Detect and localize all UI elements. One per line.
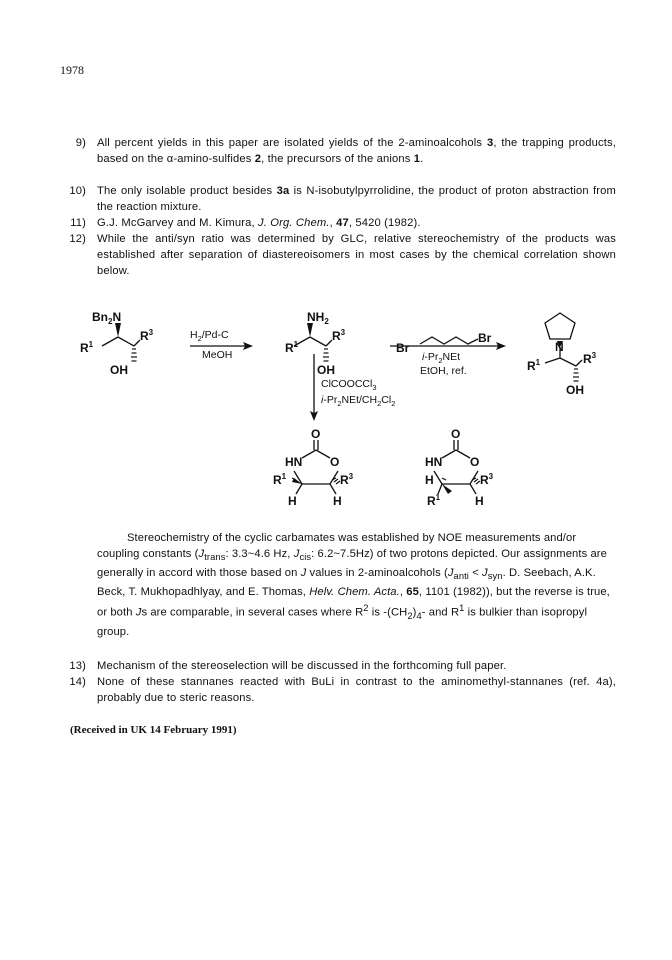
footnote-text: All percent yields in this paper are isolated yields of the 2-aminoalcohols 3, the trapping products, based on the α-amino-sulfides 2, the precursors of the anions 1.	[97, 137, 616, 165]
c1-carbonyl-o-label: O	[311, 427, 321, 441]
footnote-13	[56, 658, 616, 674]
p2-n-label: N	[555, 340, 564, 354]
page-number: 1978	[60, 63, 84, 77]
footnote-number: 10)	[69, 185, 86, 197]
reagent-etoh-reflux: EtOH, ref.	[420, 365, 467, 377]
footnote-text: None of these stannanes reacted with BuLi in contrast to the aminomethyl-stannanes (ref. 4a), probably due to steric reasons.	[97, 676, 616, 704]
footnote-14	[56, 674, 616, 706]
p1-r1-label: $R^1$	[285, 340, 299, 355]
footnote-number: 13)	[69, 660, 86, 672]
sm-r1-label: $R^1$	[80, 340, 94, 355]
c2-h-label: H	[425, 473, 434, 487]
c2-hn-label: HN	[425, 455, 443, 469]
reagent-meoh: MeOH	[202, 349, 233, 361]
footnote-text: The only isolable product besides 3a is N-isobutylpyrrolidine, the product of proton abstraction from the reaction mixture.	[97, 185, 616, 213]
sm-amine-label: $Bn_2N$	[92, 310, 122, 326]
footnote-text: G.J. McGarvey and M. Kimura, J. Org. Chem., 47, 5420 (1982).	[97, 217, 421, 229]
received-date: (Received in UK 14 February 1991)	[70, 724, 237, 736]
footnote-text: While the anti/syn ratio was determined by GLC, relative stereochemistry of the products was established after separation of diastereoisomers in most cases by the chemical correlation shown below.	[97, 233, 616, 277]
p1-nh2-label: $NH_2$	[307, 310, 329, 326]
footnote-number: 12)	[69, 233, 86, 245]
footnote-11	[56, 215, 616, 231]
c1-r1-label: $R^1$	[273, 472, 287, 487]
c1-hn-label: HN	[285, 455, 303, 469]
footnote-number: 14)	[69, 676, 86, 688]
c1-h-left-label: H	[288, 494, 297, 508]
reagent-h2-pd: $H_2/Pd-C$	[190, 329, 229, 343]
br-left-label: Br	[396, 341, 410, 355]
p2-r1-label: $R^1$	[527, 358, 541, 373]
stereochemistry-discussion	[97, 530, 617, 640]
c2-r3-label: $R^3$	[480, 472, 494, 487]
footnote-number: 11)	[70, 217, 86, 229]
reaction-scheme	[80, 308, 620, 518]
c2-carbonyl-o-label: O	[451, 427, 461, 441]
br-right-label: Br	[478, 331, 492, 345]
reagent-ipr2net: $i-Pr_2NEt$	[422, 351, 461, 365]
sm-r3-label: $R^3$	[140, 328, 154, 343]
p1-oh-label: OH	[317, 363, 335, 377]
p2-oh-label: OH	[566, 383, 584, 397]
c1-ring-o-label: O	[330, 455, 340, 469]
footnote-9	[56, 135, 616, 167]
reagent-clcoocl3: ClCOOCCl$_3$	[321, 378, 377, 392]
p2-r3-label: $R^3$	[583, 351, 597, 366]
discussion-paragraph: Stereochemistry of the cyclic carbamates was established by NOE measurements and/or coupling constants ($J_{trans}$: 3.3~4.6 Hz, $J_{cis}$: 6.2~7.5Hz) of two protons depicted. Our assignments are generally in accord with those based on J values in 2-aminoalcohols ($J_{anti} < J_{syn}$. D. Seebach, A.K. Beck, T. Mukhopadhlyay, and E. Thomas, Helv. Chem. Acta., 65, 1101 (1982)), but the reverse is true, or both Js are comparable, in several cases where $R^2$ is $-(CH_2)_4-$ and $R^1$ is bulkier than isopropyl group.	[97, 532, 610, 639]
reagent-ipr2net-ch2cl2: $i-Pr_2NEt/CH_2Cl_2$	[321, 394, 396, 408]
c2-r1-label: $R^1$	[427, 493, 441, 508]
footnote-number: 9)	[75, 137, 86, 149]
c1-r3-label: $R^3$	[340, 472, 354, 487]
sm-oh-label: OH	[110, 363, 128, 377]
c2-ring-o-label: O	[470, 455, 480, 469]
p1-r3-label: $R^3$	[332, 328, 346, 343]
c2-h-right-label: H	[475, 494, 484, 508]
footnote-10	[56, 183, 616, 215]
footnote-text: Mechanism of the stereoselection will be discussed in the forthcoming full paper.	[97, 660, 507, 672]
footnote-12	[56, 231, 616, 279]
c1-h-right-label: H	[333, 494, 342, 508]
